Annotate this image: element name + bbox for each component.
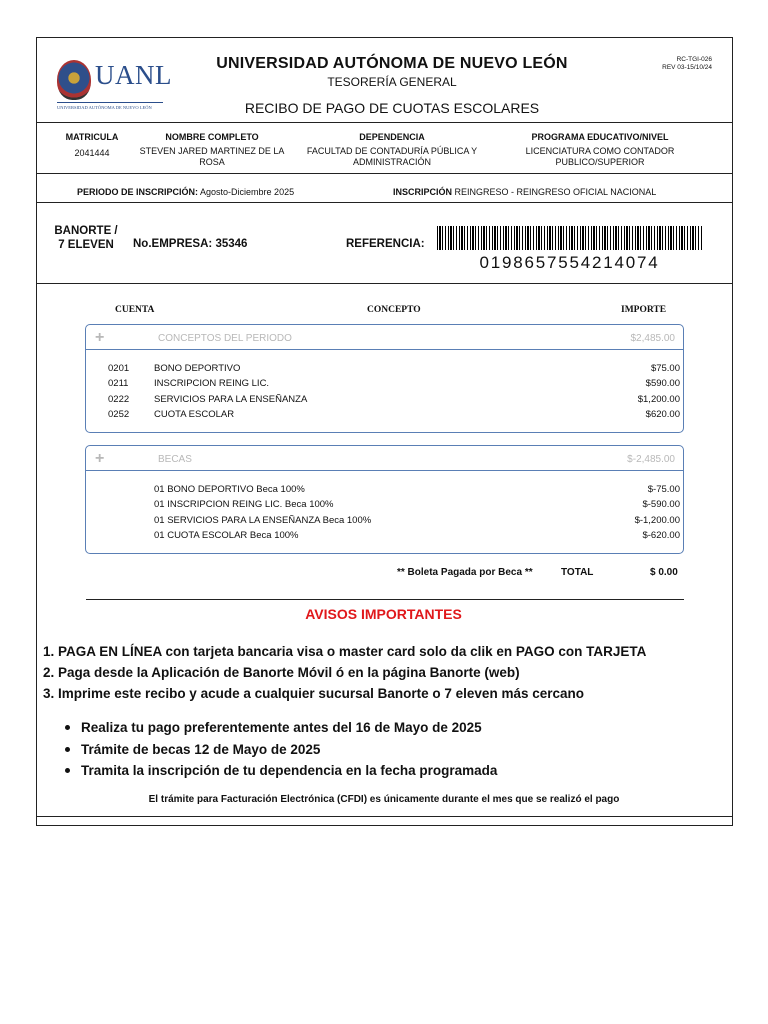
bank-name: BANORTE / 7 ELEVEN	[54, 225, 118, 251]
notice-bullet: Trámite de becas 12 de Mayo de 2025	[63, 739, 497, 761]
concept-amount: $620.00	[645, 408, 680, 420]
beca-amount: $-1,200.00	[634, 514, 680, 526]
payment-step: 3. Imprime este recibo y acude a cualquier sucursal Banorte o 7 eleven más cercano	[43, 686, 584, 701]
matricula-label: MATRICULA	[65, 132, 119, 142]
concept-description: SERVICIOS PARA LA ENSEÑANZA	[154, 393, 308, 405]
table-row	[86, 363, 683, 378]
expand-plus-icon[interactable]: +	[95, 450, 105, 467]
notice-bullet: Realiza tu pago preferentemente antes del 16 de Mayo de 2025	[63, 717, 497, 739]
account-code: 0252	[108, 408, 130, 420]
inscription-value: REINGRESO - REINGRESO OFICIAL NACIONAL	[454, 187, 657, 197]
payment-row	[37, 204, 732, 284]
total-label: TOTAL	[561, 567, 594, 578]
reference-number: 0198657554214074	[479, 253, 660, 272]
logo-divider	[57, 102, 163, 103]
table-row	[86, 484, 683, 499]
university-seal-icon	[57, 60, 91, 100]
table-row	[86, 530, 683, 545]
payment-step: 1. PAGA EN LÍNEA con tarjeta bancaria visa o master card solo da clik en PAGO con TARJETA	[43, 644, 647, 659]
matricula-column	[47, 132, 137, 159]
concept-description: BONO DEPORTIVO	[154, 363, 241, 374]
beca-description: 01 INSCRIPCION REING LIC. Beca 100%	[154, 499, 334, 511]
bottom-divider	[36, 816, 733, 817]
reference-barcode	[437, 226, 702, 250]
column-header-amount: IMPORTE	[621, 305, 667, 315]
concept-amount: $75.00	[650, 363, 680, 374]
payment-step: 2. Paga desde la Aplicación de Banorte Móvil ó en la página Banorte (web)	[43, 665, 520, 680]
reference-label: REFERENCIA:	[346, 238, 425, 250]
receipt-header	[37, 38, 732, 123]
paid-by-scholarship-note: ** Boleta Pagada por Beca **	[397, 567, 533, 578]
beca-description: 01 BONO DEPORTIVO Beca 100%	[154, 484, 305, 495]
divider	[86, 599, 684, 600]
concepts-list	[86, 350, 683, 424]
university-name: UNIVERSIDAD AUTÓNOMA DE NUEVO LEÓN	[216, 55, 568, 72]
period-info	[77, 187, 294, 197]
logo-subtext: UNIVERSIDAD AUTÓNOMA DE NUEVO LEÓN	[57, 105, 152, 110]
name-label: NOMBRE COMPLETO	[165, 132, 259, 142]
table-row	[86, 499, 683, 514]
document-code	[662, 56, 712, 72]
table-row	[86, 378, 683, 393]
becas-title: BECAS	[158, 454, 192, 465]
notice-bullet: Tramita la inscripción de tu dependencia en la fecha programada	[63, 760, 497, 782]
beca-amount: $-590.00	[642, 499, 680, 511]
department-name: TESORERÍA GENERAL	[327, 75, 457, 89]
account-code: 0201	[108, 363, 130, 374]
column-header-account: CUENTA	[115, 305, 155, 315]
program-value: LICENCIATURA COMO CONTADOR PUBLICO/SUPERIOR	[525, 146, 675, 167]
inscription-label: INSCRIPCIÓN	[393, 187, 453, 197]
beca-amount: $-620.00	[642, 529, 680, 541]
program-column	[505, 132, 695, 168]
period-row	[37, 175, 732, 203]
concepts-section	[85, 324, 684, 433]
becas-section-header[interactable]	[86, 446, 683, 471]
period-label: PERIODO DE INSCRIPCIÓN:	[77, 187, 199, 197]
payment-steps	[43, 641, 646, 704]
account-code: 0222	[108, 393, 130, 405]
becas-section	[85, 445, 684, 554]
logo-text: UANL	[95, 60, 172, 90]
name-value: STEVEN JARED MARTINEZ DE LA ROSA	[139, 146, 285, 167]
becas-total: $-2,485.00	[627, 454, 675, 465]
dependency-label: DEPENDENCIA	[359, 132, 425, 142]
dependency-value: FACULTAD DE CONTADURÍA PÚBLICA Y ADMINISTRACIÓN	[306, 146, 478, 167]
important-dates	[63, 717, 497, 782]
student-info	[37, 124, 732, 174]
concepts-section-header[interactable]	[86, 325, 683, 350]
program-label: PROGRAMA EDUCATIVO/NIVEL	[531, 132, 669, 142]
concept-description: INSCRIPCION REING LIC.	[154, 378, 270, 390]
table-row	[86, 515, 683, 530]
company-value: 35346	[215, 238, 248, 250]
matricula-value: 2041444	[74, 148, 110, 158]
column-header-concept: CONCEPTO	[367, 305, 421, 315]
concept-description: CUOTA ESCOLAR	[154, 408, 235, 420]
company-number	[133, 238, 247, 250]
doc-code: RC-TGI-026	[676, 56, 712, 63]
period-value: Agosto-Diciembre 2025	[200, 187, 295, 197]
account-code: 0211	[108, 378, 129, 390]
expand-plus-icon[interactable]: +	[95, 329, 105, 346]
cfdi-note: El trámite para Facturación Electrónica (CFDI) es únicamente durante el mes que se realizó el pago	[148, 794, 620, 805]
inscription-info	[393, 187, 656, 197]
concepts-total: $2,485.00	[630, 333, 675, 344]
concept-amount: $590.00	[645, 378, 680, 390]
beca-description: 01 SERVICIOS PARA LA ENSEÑANZA Beca 100%	[154, 514, 372, 526]
beca-description: 01 CUOTA ESCOLAR Beca 100%	[154, 529, 299, 541]
doc-revision: REV 03-15/10/24	[662, 64, 712, 71]
concept-amount: $1,200.00	[637, 393, 680, 405]
receipt-title: RECIBO DE PAGO DE CUOTAS ESCOLARES	[244, 100, 540, 116]
table-row	[86, 394, 683, 409]
beca-amount: $-75.00	[647, 484, 680, 495]
table-row	[86, 409, 683, 424]
company-label: No.EMPRESA:	[133, 238, 213, 250]
notices-title: AVISOS IMPORTANTES	[305, 606, 462, 622]
concepts-title: CONCEPTOS DEL PERIODO	[158, 333, 292, 344]
dependency-column	[293, 132, 491, 168]
uanl-logo	[57, 60, 187, 110]
becas-list	[86, 471, 683, 545]
total-value: $ 0.00	[650, 567, 678, 578]
name-column	[132, 132, 292, 168]
